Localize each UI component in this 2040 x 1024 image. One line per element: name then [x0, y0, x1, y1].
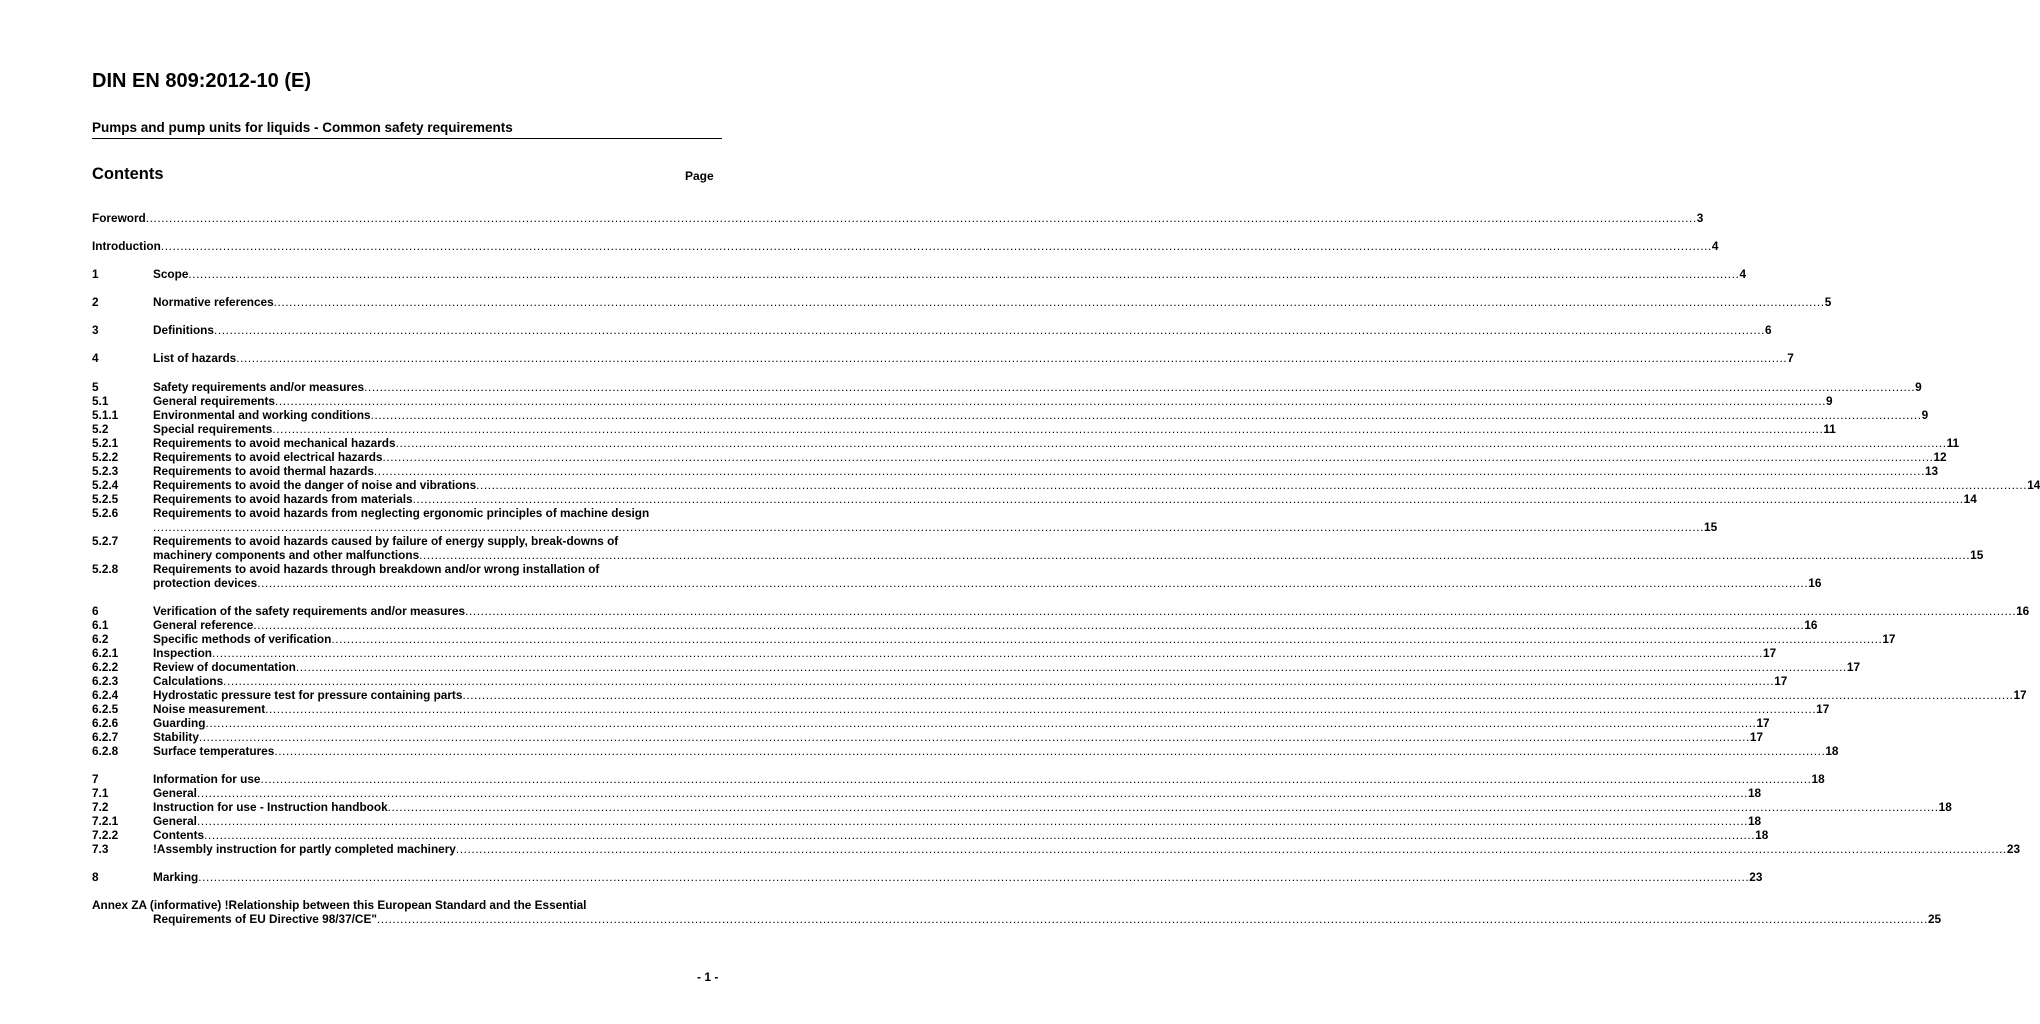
- toc-entry-page: 18: [1811, 772, 1825, 786]
- toc-entry-title: Stability: [153, 730, 199, 744]
- toc-entry[interactable]: [92, 239, 1719, 253]
- toc-entry-page: 17: [1846, 660, 1861, 674]
- toc-entry-number: 5.2.4: [92, 478, 119, 492]
- toc-entry-number: 7: [92, 772, 99, 786]
- toc-entry-number: 6.1: [92, 618, 109, 632]
- toc-leader-dots: ................................................................................................................................................................................................................................................................................................................................................................................................................: [257, 576, 1809, 590]
- toc-entry-title: Requirements of EU Directive 98/37/CE": [153, 912, 377, 926]
- toc-leader-dots: ................................................................................................................................................................................................................................................................................................................................................................................................................: [273, 295, 1825, 309]
- toc-entry-number: 6.2.2: [92, 660, 119, 674]
- header-rule: [92, 138, 722, 139]
- toc-entry-number: 5.2.8: [92, 562, 119, 576]
- toc-entry-number: 6: [92, 604, 99, 618]
- toc-entry-page: 18: [1747, 786, 1762, 800]
- toc-entry-number: 6.2.3: [92, 674, 119, 688]
- toc-entry-page: 18: [1755, 828, 1769, 842]
- toc-entry-number: 7.2.1: [92, 814, 119, 828]
- toc-leader-dots: ................................................................................................................................................................................................................................................................................................................................................................................................................: [462, 688, 2014, 702]
- toc-entry[interactable]: [92, 408, 1929, 422]
- toc-entry[interactable]: [92, 534, 1984, 562]
- toc-entry-number: 5.2.6: [92, 506, 119, 520]
- toc-entry-title: Normative references: [153, 295, 274, 309]
- toc-entry-title: General requirements: [153, 394, 275, 408]
- toc-entry-title: Instruction for use - Instruction handbook: [153, 800, 388, 814]
- toc-entry-page: 17: [2013, 688, 2027, 702]
- toc-entry-title: Foreword: [92, 211, 146, 225]
- toc-entry-page: 11: [1823, 422, 1836, 436]
- toc-entry-number: 6.2.7: [92, 730, 119, 744]
- toc-entry[interactable]: [92, 506, 1718, 534]
- toc-entry-number: 5: [92, 380, 99, 394]
- toc-leader-dots: ................................................................................................................................................................................................................................................................................................................................................................................................................: [198, 730, 1750, 744]
- page-column-heading: Page: [685, 169, 714, 183]
- toc-entry-title: Specific methods of verification: [153, 632, 332, 646]
- toc-entry-title: Scope: [153, 267, 189, 281]
- document-id: DIN EN 809:2012-10 (E): [92, 70, 311, 92]
- toc-entry-title: Marking: [153, 870, 199, 884]
- toc-entry-title: Noise measurement: [153, 702, 266, 716]
- toc-entry-number: 5.2.3: [92, 464, 119, 478]
- toc-entry-title: Requirements to avoid hazards from materials: [153, 492, 413, 506]
- toc-entry-page: 14: [1963, 492, 1977, 506]
- toc-entry-title: Review of documentation: [153, 660, 296, 674]
- toc-entry-title: Environmental and working conditions: [153, 408, 371, 422]
- toc-entry[interactable]: [92, 492, 1977, 506]
- toc-entry[interactable]: [92, 772, 1825, 786]
- toc-leader-dots: ................................................................................................................................................................................................................................................................................................................................................................................................................: [253, 618, 1805, 632]
- toc-entry-title: Requirements to avoid the danger of noise and vibrations: [153, 478, 477, 492]
- toc-entry-number: 6.2.1: [92, 646, 119, 660]
- toc-entry[interactable]: [92, 295, 1832, 309]
- toc-leader-dots: ................................................................................................................................................................................................................................................................................................................................................................................................................: [188, 267, 1740, 281]
- toc-entry-title: protection devices: [153, 576, 258, 590]
- toc-entry-title: Verification of the safety requirements and/or measures: [153, 604, 466, 618]
- toc-entry-title: Inspection: [153, 646, 212, 660]
- toc-entry[interactable]: [92, 394, 1833, 408]
- toc-leader-dots: ................................................................................................................................................................................................................................................................................................................................................................................................................: [265, 702, 1817, 716]
- toc-entry[interactable]: [92, 436, 1960, 450]
- toc-entry-title: machinery components and other malfunctions: [153, 548, 420, 562]
- toc-leader-dots: ................................................................................................................................................................................................................................................................................................................................................................................................................: [395, 436, 1947, 450]
- toc-entry-number: 1: [92, 267, 99, 281]
- toc-entry-page: 17: [1774, 674, 1788, 688]
- toc-leader-dots: ................................................................................................................................................................................................................................................................................................................................................................................................................: [223, 674, 1775, 688]
- toc-entry-title: Surface temperatures: [153, 744, 275, 758]
- toc-entry-page: 15: [1970, 548, 1984, 562]
- document-subtitle: Pumps and pump units for liquids - Common safety requirements: [92, 120, 513, 135]
- toc-entry[interactable]: [92, 478, 2040, 492]
- toc-leader-dots: ................................................................................................................................................................................................................................................................................................................................................................................................................: [145, 211, 1697, 225]
- toc-entry-number: 5.1: [92, 394, 109, 408]
- toc-entry[interactable]: [92, 323, 1772, 337]
- toc-entry-number: 5.1.1: [92, 408, 119, 422]
- toc-entry-title: Requirements to avoid thermal hazards: [153, 464, 374, 478]
- toc-entry-number: 5.2.7: [92, 534, 119, 548]
- toc-entry[interactable]: [92, 842, 2021, 856]
- toc-entry-page: 16: [2016, 604, 2030, 618]
- toc-entry-title: Guarding: [153, 716, 206, 730]
- toc-entry[interactable]: [92, 744, 1839, 758]
- toc-entry[interactable]: [92, 660, 1861, 674]
- toc-leader-dots: ................................................................................................................................................................................................................................................................................................................................................................................................................: [212, 646, 1764, 660]
- toc-entry-page: 18: [1747, 814, 1762, 828]
- toc-entry-page: 13: [1924, 464, 1939, 478]
- toc-entry-number: 5.2.5: [92, 492, 119, 506]
- toc-entry-title: General reference: [153, 618, 254, 632]
- toc-entry-title: Requirements to avoid hazards caused by failure of energy supply, break-downs of: [153, 534, 619, 548]
- toc-entry[interactable]: [92, 716, 1770, 730]
- toc-entry-title: Information for use: [153, 772, 261, 786]
- toc-entry[interactable]: [92, 800, 1952, 814]
- toc-entry-title: Safety requirements and/or measures: [153, 380, 365, 394]
- toc-entry-page: 16: [1804, 618, 1818, 632]
- toc-leader-dots: ................................................................................................................................................................................................................................................................................................................................................................................................................: [364, 380, 1916, 394]
- toc-leader-dots: ................................................................................................................................................................................................................................................................................................................................................................................................................: [196, 814, 1748, 828]
- toc-entry[interactable]: [92, 898, 1942, 926]
- toc-leader-dots: ................................................................................................................................................................................................................................................................................................................................................................................................................: [198, 870, 1750, 884]
- toc-entry-page: 7: [1787, 351, 1794, 365]
- toc-entry-page: 9: [1825, 394, 1833, 408]
- toc-leader-dots: ................................................................................................................................................................................................................................................................................................................................................................................................................: [274, 744, 1826, 758]
- toc-entry[interactable]: [92, 464, 1939, 478]
- toc-entry[interactable]: [92, 604, 2030, 618]
- toc-entry-page: 6: [1764, 323, 1772, 337]
- toc-entry[interactable]: [92, 211, 1704, 225]
- toc-entry[interactable]: [92, 380, 1922, 394]
- toc-entry[interactable]: [92, 632, 1896, 646]
- toc-leader-dots: ................................................................................................................................................................................................................................................................................................................................................................................................................: [204, 828, 1756, 842]
- toc-leader-dots: ................................................................................................................................................................................................................................................................................................................................................................................................................: [160, 239, 1712, 253]
- toc-entry-number: 2: [92, 295, 99, 309]
- toc-leader-dots: ................................................................................................................................................................................................................................................................................................................................................................................................................: [476, 478, 2028, 492]
- toc-entry-page: 5: [1824, 295, 1832, 309]
- toc-entry-title: Requirements to avoid hazards from neglecting ergonomic principles of machine design: [153, 506, 650, 520]
- toc-entry[interactable]: [92, 646, 1777, 660]
- toc-entry-number: 6.2.5: [92, 702, 119, 716]
- toc-entry[interactable]: [92, 702, 1830, 716]
- toc-entry-page: 17: [1882, 632, 1896, 646]
- toc-entry-title: Introduction: [92, 239, 161, 253]
- toc-entry-page: 25: [1927, 912, 1942, 926]
- toc-entry-page: 9: [1921, 408, 1929, 422]
- toc-entry-number: 8: [92, 870, 99, 884]
- toc-entry-title: General: [153, 814, 197, 828]
- toc-entry-number: 3: [92, 323, 99, 337]
- toc-entry-page: 23: [2006, 842, 2021, 856]
- toc-entry-page: 3: [1696, 211, 1704, 225]
- toc-leader-dots: ................................................................................................................................................................................................................................................................................................................................................................................................................: [196, 786, 1748, 800]
- toc-leader-dots: ................................................................................................................................................................................................................................................................................................................................................................................................................: [419, 548, 1971, 562]
- toc-entry[interactable]: [92, 688, 2027, 702]
- toc-entry-page: 14: [2027, 478, 2040, 492]
- toc-entry-title: !Assembly instruction for partly completed machinery: [153, 842, 456, 856]
- toc-entry[interactable]: [92, 828, 1769, 842]
- toc-leader-dots: ................................................................................................................................................................................................................................................................................................................................................................................................................: [412, 492, 1964, 506]
- toc-entry-title: Requirements to avoid electrical hazards: [153, 450, 383, 464]
- toc-entry-number: 7.3: [92, 842, 109, 856]
- toc-leader-dots: ................................................................................................................................................................................................................................................................................................................................................................................................................: [376, 912, 1928, 926]
- toc-entry-page: 16: [1808, 576, 1822, 590]
- toc-entry-page: 4: [1711, 239, 1719, 253]
- toc-leader-dots: ................................................................................................................................................................................................................................................................................................................................................................................................................: [455, 842, 2007, 856]
- toc-entry[interactable]: [92, 786, 1762, 800]
- toc-entry-page: 11: [1946, 436, 1960, 450]
- toc-entry-number: 5.2.1: [92, 436, 119, 450]
- toc-entry-page: 18: [1825, 744, 1839, 758]
- toc-entry-page: 4: [1739, 267, 1746, 281]
- toc-entry-number: 5.2.2: [92, 450, 119, 464]
- toc-entry[interactable]: [92, 450, 1947, 464]
- toc-entry[interactable]: [92, 422, 1836, 436]
- toc-leader-dots: ................................................................................................................................................................................................................................................................................................................................................................................................................: [465, 604, 2017, 618]
- toc-entry-title: Contents: [153, 828, 205, 842]
- toc-leader-dots: ................................................................................................................................................................................................................................................................................................................................................................................................................: [153, 520, 1705, 534]
- toc-leader-dots: ................................................................................................................................................................................................................................................................................................................................................................................................................: [213, 323, 1765, 337]
- toc-entry-number: 6.2.6: [92, 716, 119, 730]
- toc-entry-title: Definitions: [153, 323, 214, 337]
- toc-entry-number: 6.2.4: [92, 688, 119, 702]
- toc-entry-page: 9: [1915, 380, 1922, 394]
- toc-leader-dots: ................................................................................................................................................................................................................................................................................................................................................................................................................: [236, 351, 1788, 365]
- toc-leader-dots: ................................................................................................................................................................................................................................................................................................................................................................................................................: [205, 716, 1757, 730]
- toc-entry[interactable]: [92, 814, 1762, 828]
- toc-entry-number: 5.2: [92, 422, 109, 436]
- toc-entry-page: 17: [1763, 646, 1777, 660]
- toc-entry-page: 17: [1749, 730, 1764, 744]
- page-footer-number: - 1 -: [697, 970, 719, 984]
- toc-entry[interactable]: [92, 618, 1818, 632]
- toc-entry[interactable]: [92, 562, 1822, 590]
- toc-leader-dots: ................................................................................................................................................................................................................................................................................................................................................................................................................: [331, 632, 1883, 646]
- contents-heading: Contents: [92, 165, 164, 183]
- toc-entry-number: 7.2: [92, 800, 109, 814]
- toc-entry-number: 7.1: [92, 786, 109, 800]
- toc-entry-title: Requirements to avoid hazards through breakdown and/or wrong installation of: [153, 562, 600, 576]
- toc-leader-dots: ................................................................................................................................................................................................................................................................................................................................................................................................................: [274, 394, 1826, 408]
- toc-entry-page: 18: [1938, 800, 1952, 814]
- toc-entry-page: 23: [1749, 870, 1763, 884]
- toc-entry[interactable]: [92, 730, 1764, 744]
- toc-entry-page: 17: [1756, 716, 1770, 730]
- toc-leader-dots: ................................................................................................................................................................................................................................................................................................................................................................................................................: [387, 800, 1939, 814]
- toc-entry-page: 15: [1704, 520, 1718, 534]
- toc-entry-number: 6.2.8: [92, 744, 119, 758]
- toc-entry[interactable]: [92, 674, 1788, 688]
- toc-leader-dots: ................................................................................................................................................................................................................................................................................................................................................................................................................: [382, 450, 1934, 464]
- toc-leader-dots: ................................................................................................................................................................................................................................................................................................................................................................................................................: [295, 660, 1847, 674]
- toc-leader-dots: ................................................................................................................................................................................................................................................................................................................................................................................................................: [373, 464, 1925, 478]
- toc-entry-number: 4: [92, 351, 99, 365]
- toc-entry[interactable]: [92, 870, 1763, 884]
- toc-entry-title: General: [153, 786, 197, 800]
- toc-entry[interactable]: [92, 267, 1746, 281]
- toc-entry-page: 12: [1933, 450, 1947, 464]
- toc-entry-title: Calculations: [153, 674, 224, 688]
- toc-entry-title: Requirements to avoid mechanical hazards: [153, 436, 396, 450]
- toc-entry-title: Hydrostatic pressure test for pressure containing parts: [153, 688, 463, 702]
- toc-entry-title: Special requirements: [153, 422, 273, 436]
- toc-leader-dots: ................................................................................................................................................................................................................................................................................................................................................................................................................: [260, 772, 1812, 786]
- toc-entry-title: List of hazards: [153, 351, 237, 365]
- toc-entry-number: 6.2: [92, 632, 109, 646]
- toc-leader-dots: ................................................................................................................................................................................................................................................................................................................................................................................................................: [272, 422, 1824, 436]
- toc-leader-dots: ................................................................................................................................................................................................................................................................................................................................................................................................................: [370, 408, 1922, 422]
- toc-entry-number: Annex ZA (informative) !Relationship between this European Standard and the Essential: [92, 898, 587, 912]
- toc-entry-number: 7.2.2: [92, 828, 119, 842]
- toc-entry-page: 17: [1816, 702, 1830, 716]
- toc-entry[interactable]: [92, 351, 1794, 365]
